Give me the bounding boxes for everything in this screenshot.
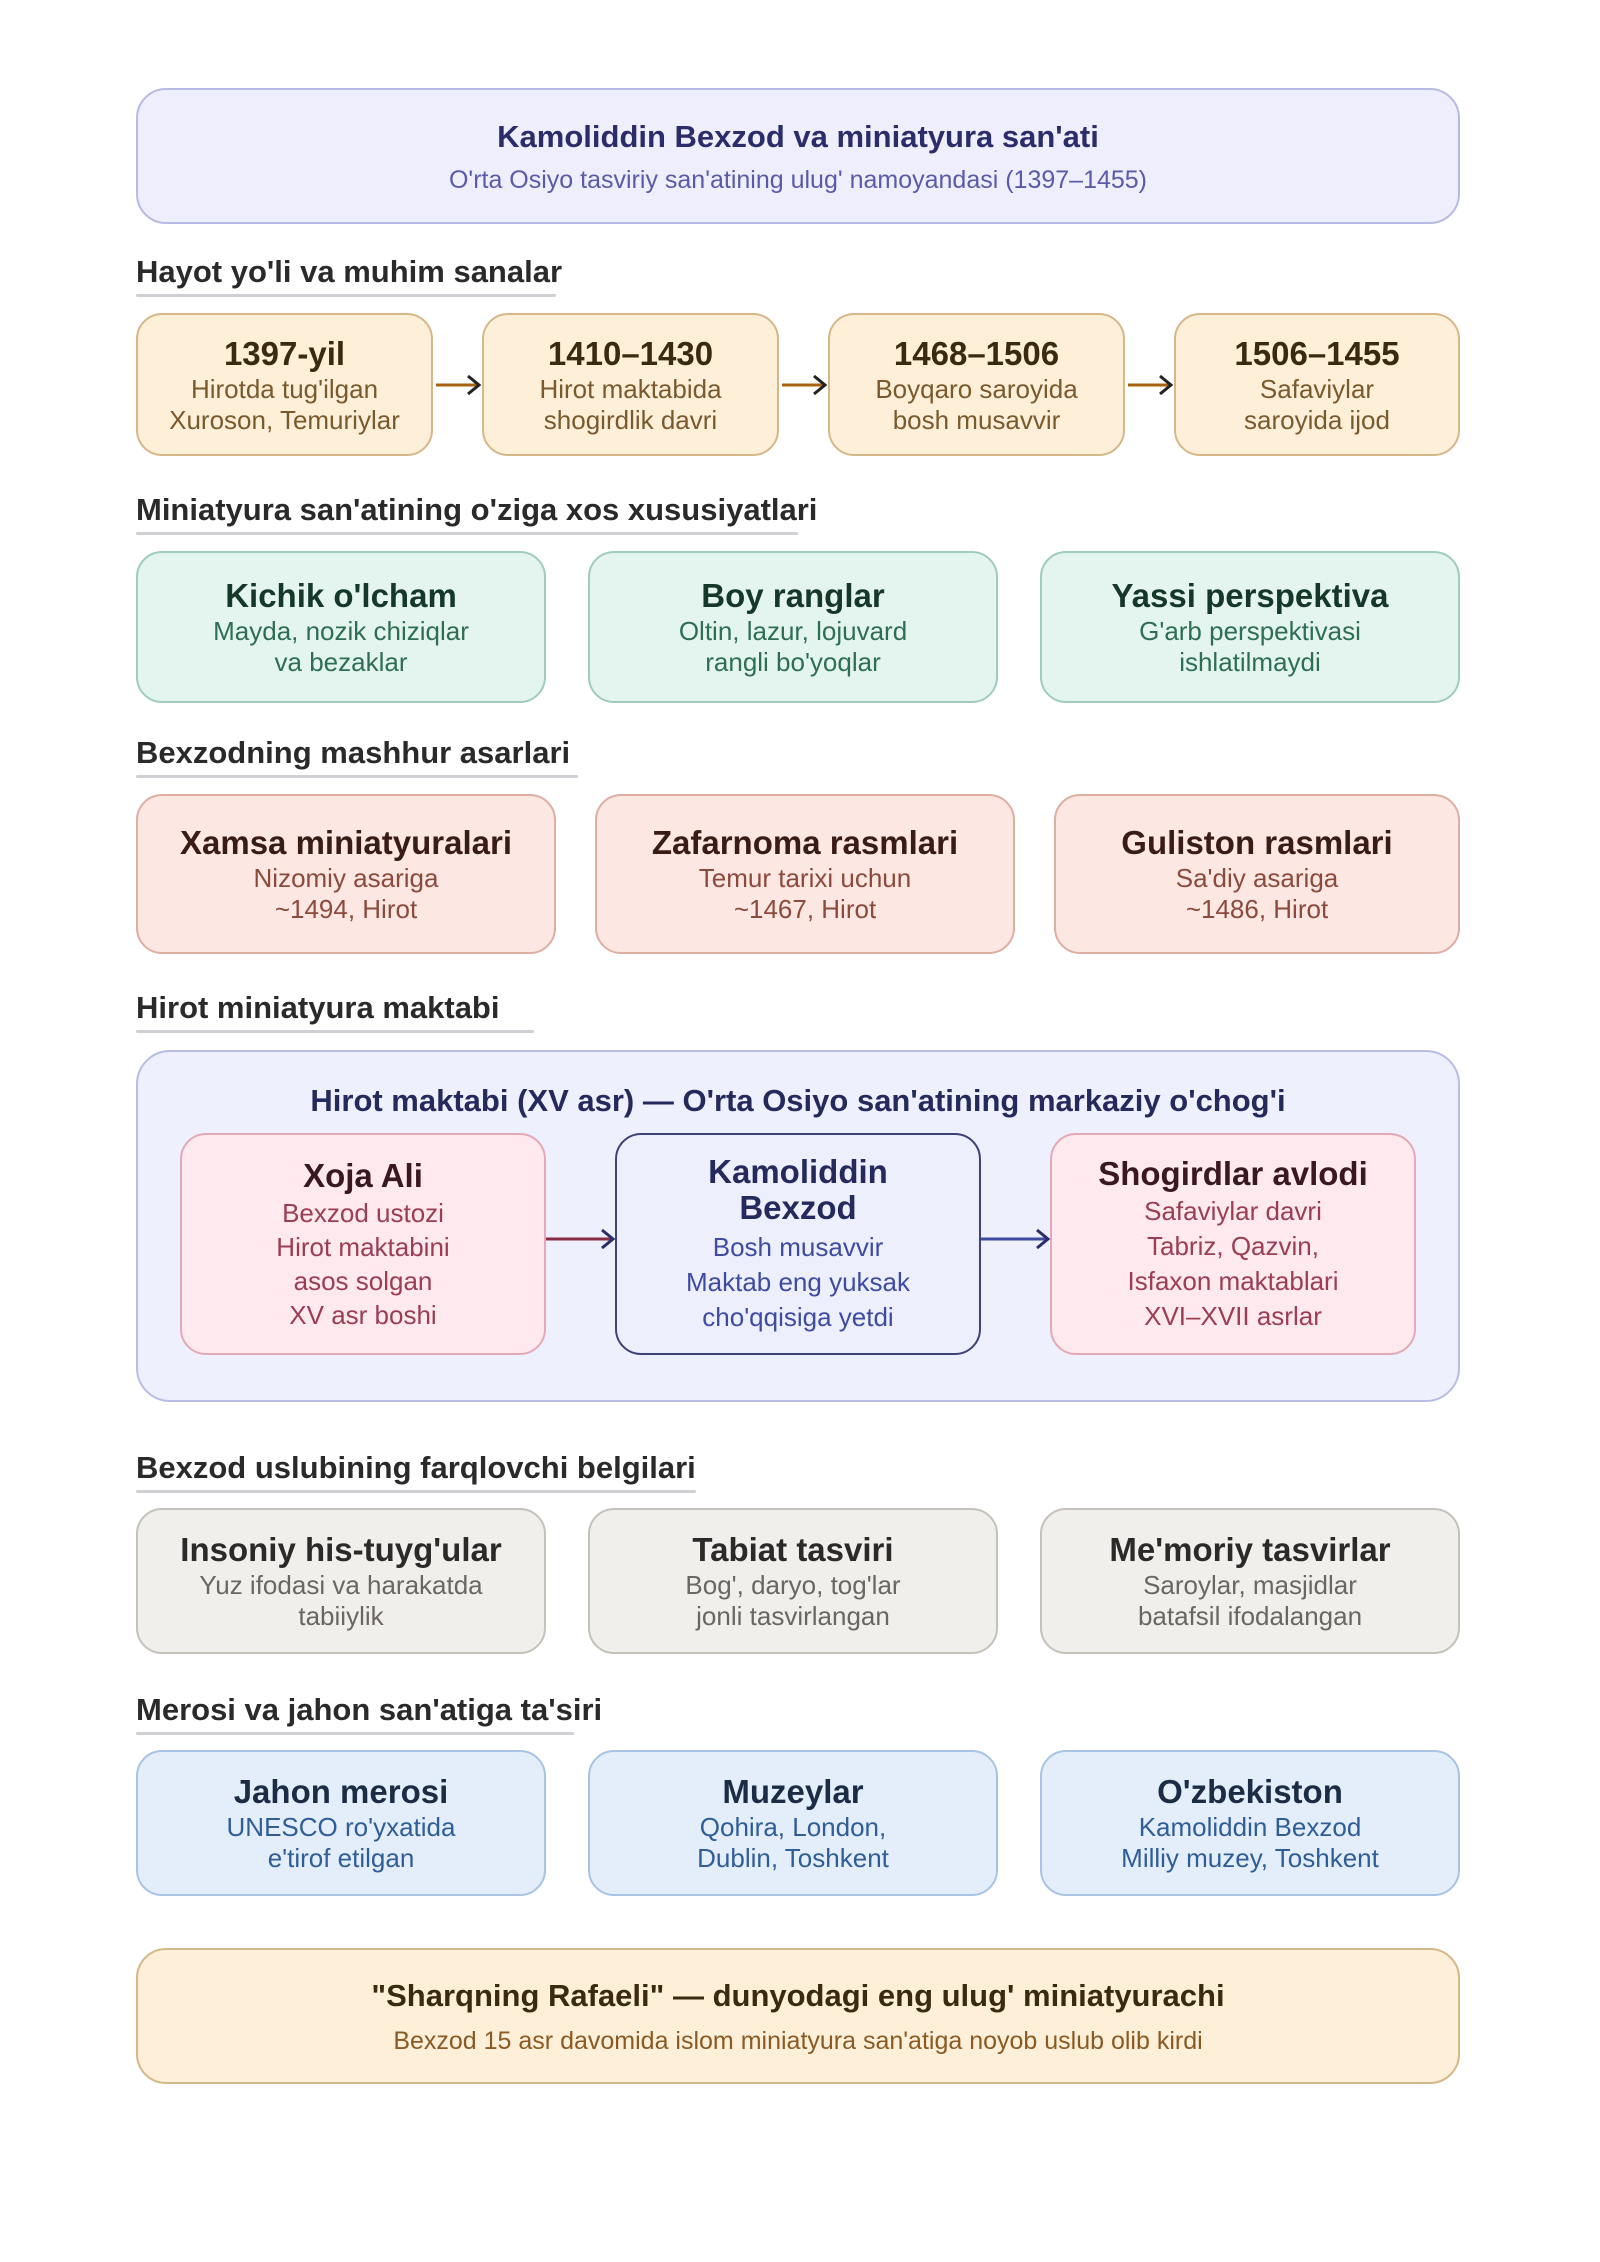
works-heading: Bexzodning mashhur asarlari [136, 735, 571, 770]
style-title: Me'moriy tasvirlar [1109, 1531, 1391, 1568]
work-card [1054, 794, 1460, 954]
legacy-text: Dublin, Toshkent [697, 1843, 889, 1873]
node-title: Xoja Ali [303, 1157, 423, 1194]
feature-text: G'arb perspektivasi [1139, 616, 1361, 646]
feature-text: Mayda, nozik chiziqlar [213, 616, 469, 646]
style-text: batafsil ifodalangan [1137, 1601, 1363, 1631]
style-heading-underline [136, 1490, 696, 1493]
timeline-date: 1506–1455 [1234, 334, 1400, 372]
style-title: Tabiat tasviri [692, 1531, 894, 1568]
node-text: Bexzod ustozi [282, 1198, 444, 1228]
timeline-text: bosh musavvir [892, 404, 1061, 435]
school-heading: Hirot miniatyura maktabi [136, 990, 500, 1025]
timeline-date: 1468–1506 [893, 334, 1060, 372]
arrow-right-icon [434, 370, 482, 400]
legacy-text: Kamoliddin Bexzod [1138, 1812, 1362, 1842]
timeline-text: shogirdlik davri [543, 404, 718, 435]
node-text: XVI–XVII asrlar [1144, 1301, 1322, 1331]
node-title: Kamoliddin [708, 1152, 888, 1190]
timeline-item [828, 313, 1125, 456]
node-text: Maktab eng yuksak [685, 1266, 910, 1297]
work-title: Xamsa miniatyuralari [180, 824, 512, 861]
feature-text: rangli bo'yoqlar [705, 647, 881, 677]
timeline-date: 1397-yil [223, 334, 346, 372]
node-text: asos solgan [293, 1266, 433, 1296]
legacy-heading-underline [136, 1732, 574, 1735]
style-card [588, 1508, 998, 1654]
node-text: Hirot maktabini [276, 1232, 450, 1262]
work-card [595, 794, 1015, 954]
feature-title: Boy ranglar [701, 577, 885, 614]
footer-subtitle: Bexzod 15 asr davomida islom miniatyura san'atiga noyob uslub olib kirdi [393, 2026, 1203, 2055]
feature-card [1040, 551, 1460, 703]
legacy-title: Muzeylar [722, 1773, 864, 1810]
timeline-text: Safaviylar [1259, 373, 1375, 404]
arrow-right-icon [780, 370, 828, 400]
works-heading-underline [136, 775, 578, 778]
style-text: Saroylar, masjidlar [1143, 1570, 1357, 1600]
school-heading-underline [136, 1030, 534, 1033]
node-title: Bexzod [739, 1188, 857, 1226]
work-text: Temur tarixi uchun [698, 863, 912, 893]
style-text: jonli tasvirlangan [696, 1601, 890, 1631]
legacy-card [1040, 1750, 1460, 1896]
node-text: Safaviylar davri [1144, 1196, 1322, 1226]
style-text: tabiiylik [298, 1601, 384, 1631]
style-text: Yuz ifodasi va harakatda [199, 1570, 483, 1600]
legacy-text: e'tirof etilgan [267, 1843, 415, 1873]
style-card [136, 1508, 546, 1654]
style-title: Insoniy his-tuyg'ular [180, 1531, 502, 1568]
school-node-bexzod [615, 1133, 981, 1355]
header-banner [136, 88, 1460, 224]
features-heading: Miniatyura san'atining o'ziga xos xususiyatlari [136, 492, 818, 527]
legacy-text: UNESCO ro'yxatida [226, 1812, 456, 1842]
work-card [136, 794, 556, 954]
work-title: Guliston rasmlari [1121, 824, 1393, 861]
feature-card [136, 551, 546, 703]
school-node-students [1050, 1133, 1416, 1355]
timeline-text: saroyida ijod [1244, 404, 1390, 435]
work-title: Zafarnoma rasmlari [651, 824, 959, 861]
node-text: Tabriz, Qazvin, [1147, 1231, 1319, 1261]
feature-title: Kichik o'lcham [225, 577, 457, 614]
timeline-text: Boyqaro saroyida [875, 373, 1078, 404]
legacy-title: O'zbekiston [1157, 1773, 1343, 1810]
work-text: ~1467, Hirot [733, 894, 877, 924]
footer-title: "Sharqning Rafaeli" — dunyodagi eng ulug' miniatyurachi [371, 1977, 1225, 2013]
arrow-right-icon [1126, 370, 1174, 400]
feature-text: va bezaklar [274, 647, 408, 677]
legacy-text: Milliy muzey, Toshkent [1121, 1843, 1379, 1873]
legacy-card [136, 1750, 546, 1896]
work-text: Nizomiy asariga [253, 863, 439, 893]
work-text: ~1486, Hirot [1185, 894, 1329, 924]
style-card [1040, 1508, 1460, 1654]
legacy-text: Qohira, London, [699, 1812, 887, 1842]
work-text: ~1494, Hirot [274, 894, 418, 924]
feature-text: ishlatilmaydi [1179, 647, 1321, 677]
node-text: Bosh musavvir [712, 1231, 884, 1262]
timeline-item [482, 313, 779, 456]
legacy-heading: Merosi va jahon san'atiga ta'siri [136, 1692, 603, 1727]
node-title: Shogirdlar avlodi [1098, 1155, 1368, 1192]
feature-text: Oltin, lazur, lojuvard [678, 616, 908, 646]
node-text: Isfaxon maktablari [1127, 1266, 1339, 1296]
timeline-item [1174, 313, 1460, 456]
work-text: Sa'diy asariga [1175, 863, 1339, 893]
timeline-text: Hirot maktabida [539, 373, 722, 404]
arrow-right-icon [981, 1224, 1051, 1254]
feature-card [588, 551, 998, 703]
school-title: Hirot maktabi (XV asr) — O'rta Osiyo san'atining markaziy o'chog'i [310, 1083, 1286, 1118]
page-title: Kamoliddin Bexzod va miniatyura san'ati [497, 118, 1099, 154]
timeline-item [136, 313, 433, 456]
timeline-text: Hirotda tug'ilgan [190, 373, 379, 404]
arrow-right-icon [546, 1224, 616, 1254]
legacy-card [588, 1750, 998, 1896]
node-text: XV asr boshi [289, 1300, 437, 1330]
timeline-date: 1410–1430 [547, 334, 714, 372]
feature-title: Yassi perspektiva [1111, 577, 1389, 614]
timeline-heading: Hayot yo'li va muhim sanalar [136, 254, 563, 289]
style-heading: Bexzod uslubining farqlovchi belgilari [136, 1450, 696, 1485]
node-text: cho'qqisiga yetdi [702, 1301, 894, 1332]
style-text: Bog', daryo, tog'lar [685, 1570, 901, 1600]
timeline-text: Xuroson, Temuriylar [169, 404, 400, 435]
timeline-heading-underline [136, 294, 556, 297]
footer-banner [136, 1948, 1460, 2084]
page-subtitle: O'rta Osiyo tasviriy san'atining ulug' namoyandasi (1397–1455) [448, 165, 1148, 194]
legacy-title: Jahon merosi [233, 1773, 449, 1810]
school-node-teacher [180, 1133, 546, 1355]
features-heading-underline [136, 532, 798, 535]
